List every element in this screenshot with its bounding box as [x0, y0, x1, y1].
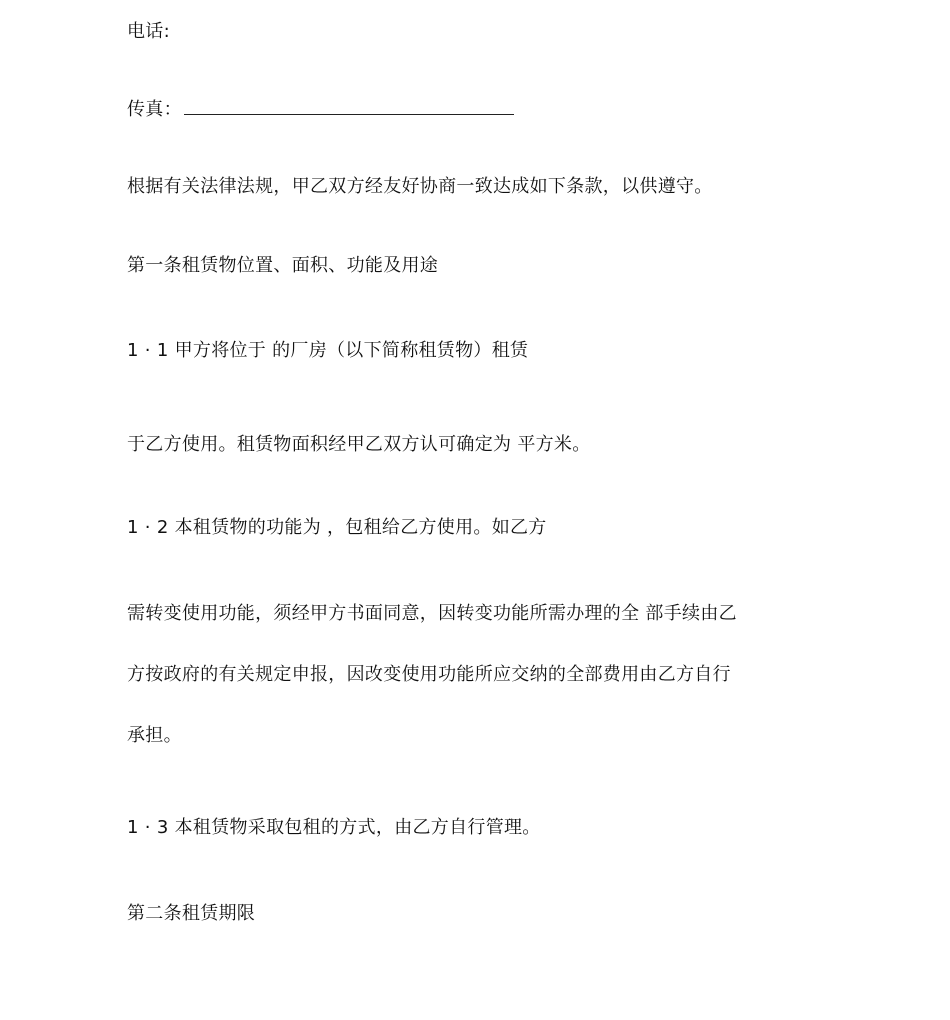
clause-1-2-line-1: 1 · 2 本租赁物的功能为 ，包租给乙方使用。如乙方	[127, 517, 547, 538]
phone-line	[127, 20, 170, 44]
clause-1-1-line-1: 1 · 1 甲方将位于 的厂房（以下简称租赁物）租赁	[127, 340, 529, 361]
clause-1-2-line-4: 承担。	[127, 725, 182, 746]
clause-1-2-line-3: 方按政府的有关规定申报，因改变使用功能所应交纳的全部费用由乙方自行	[127, 664, 731, 685]
clause-1-3: 1 · 3 本租赁物采取包租的方式，由乙方自行管理。	[127, 817, 541, 838]
article-1-title: 第一条租赁物位置、面积、功能及用途	[127, 255, 439, 276]
phone-label: 电话:	[127, 21, 170, 42]
fax-line	[127, 97, 514, 122]
article-2-title: 第二条租赁期限	[127, 903, 256, 924]
clause-1-1-line-2: 于乙方使用。租赁物面积经甲乙双方认可确定为 平方米。	[127, 434, 591, 455]
fax-label: 传真：	[127, 99, 182, 120]
fax-blank-underline	[184, 97, 514, 115]
clause-1-2-line-2: 需转变使用功能，须经甲方书面同意，因转变功能所需办理的全 部手续由乙	[127, 603, 737, 624]
intro-paragraph: 根据有关法律法规，甲乙双方经友好协商一致达成如下条款，以供遵守。	[127, 176, 713, 197]
